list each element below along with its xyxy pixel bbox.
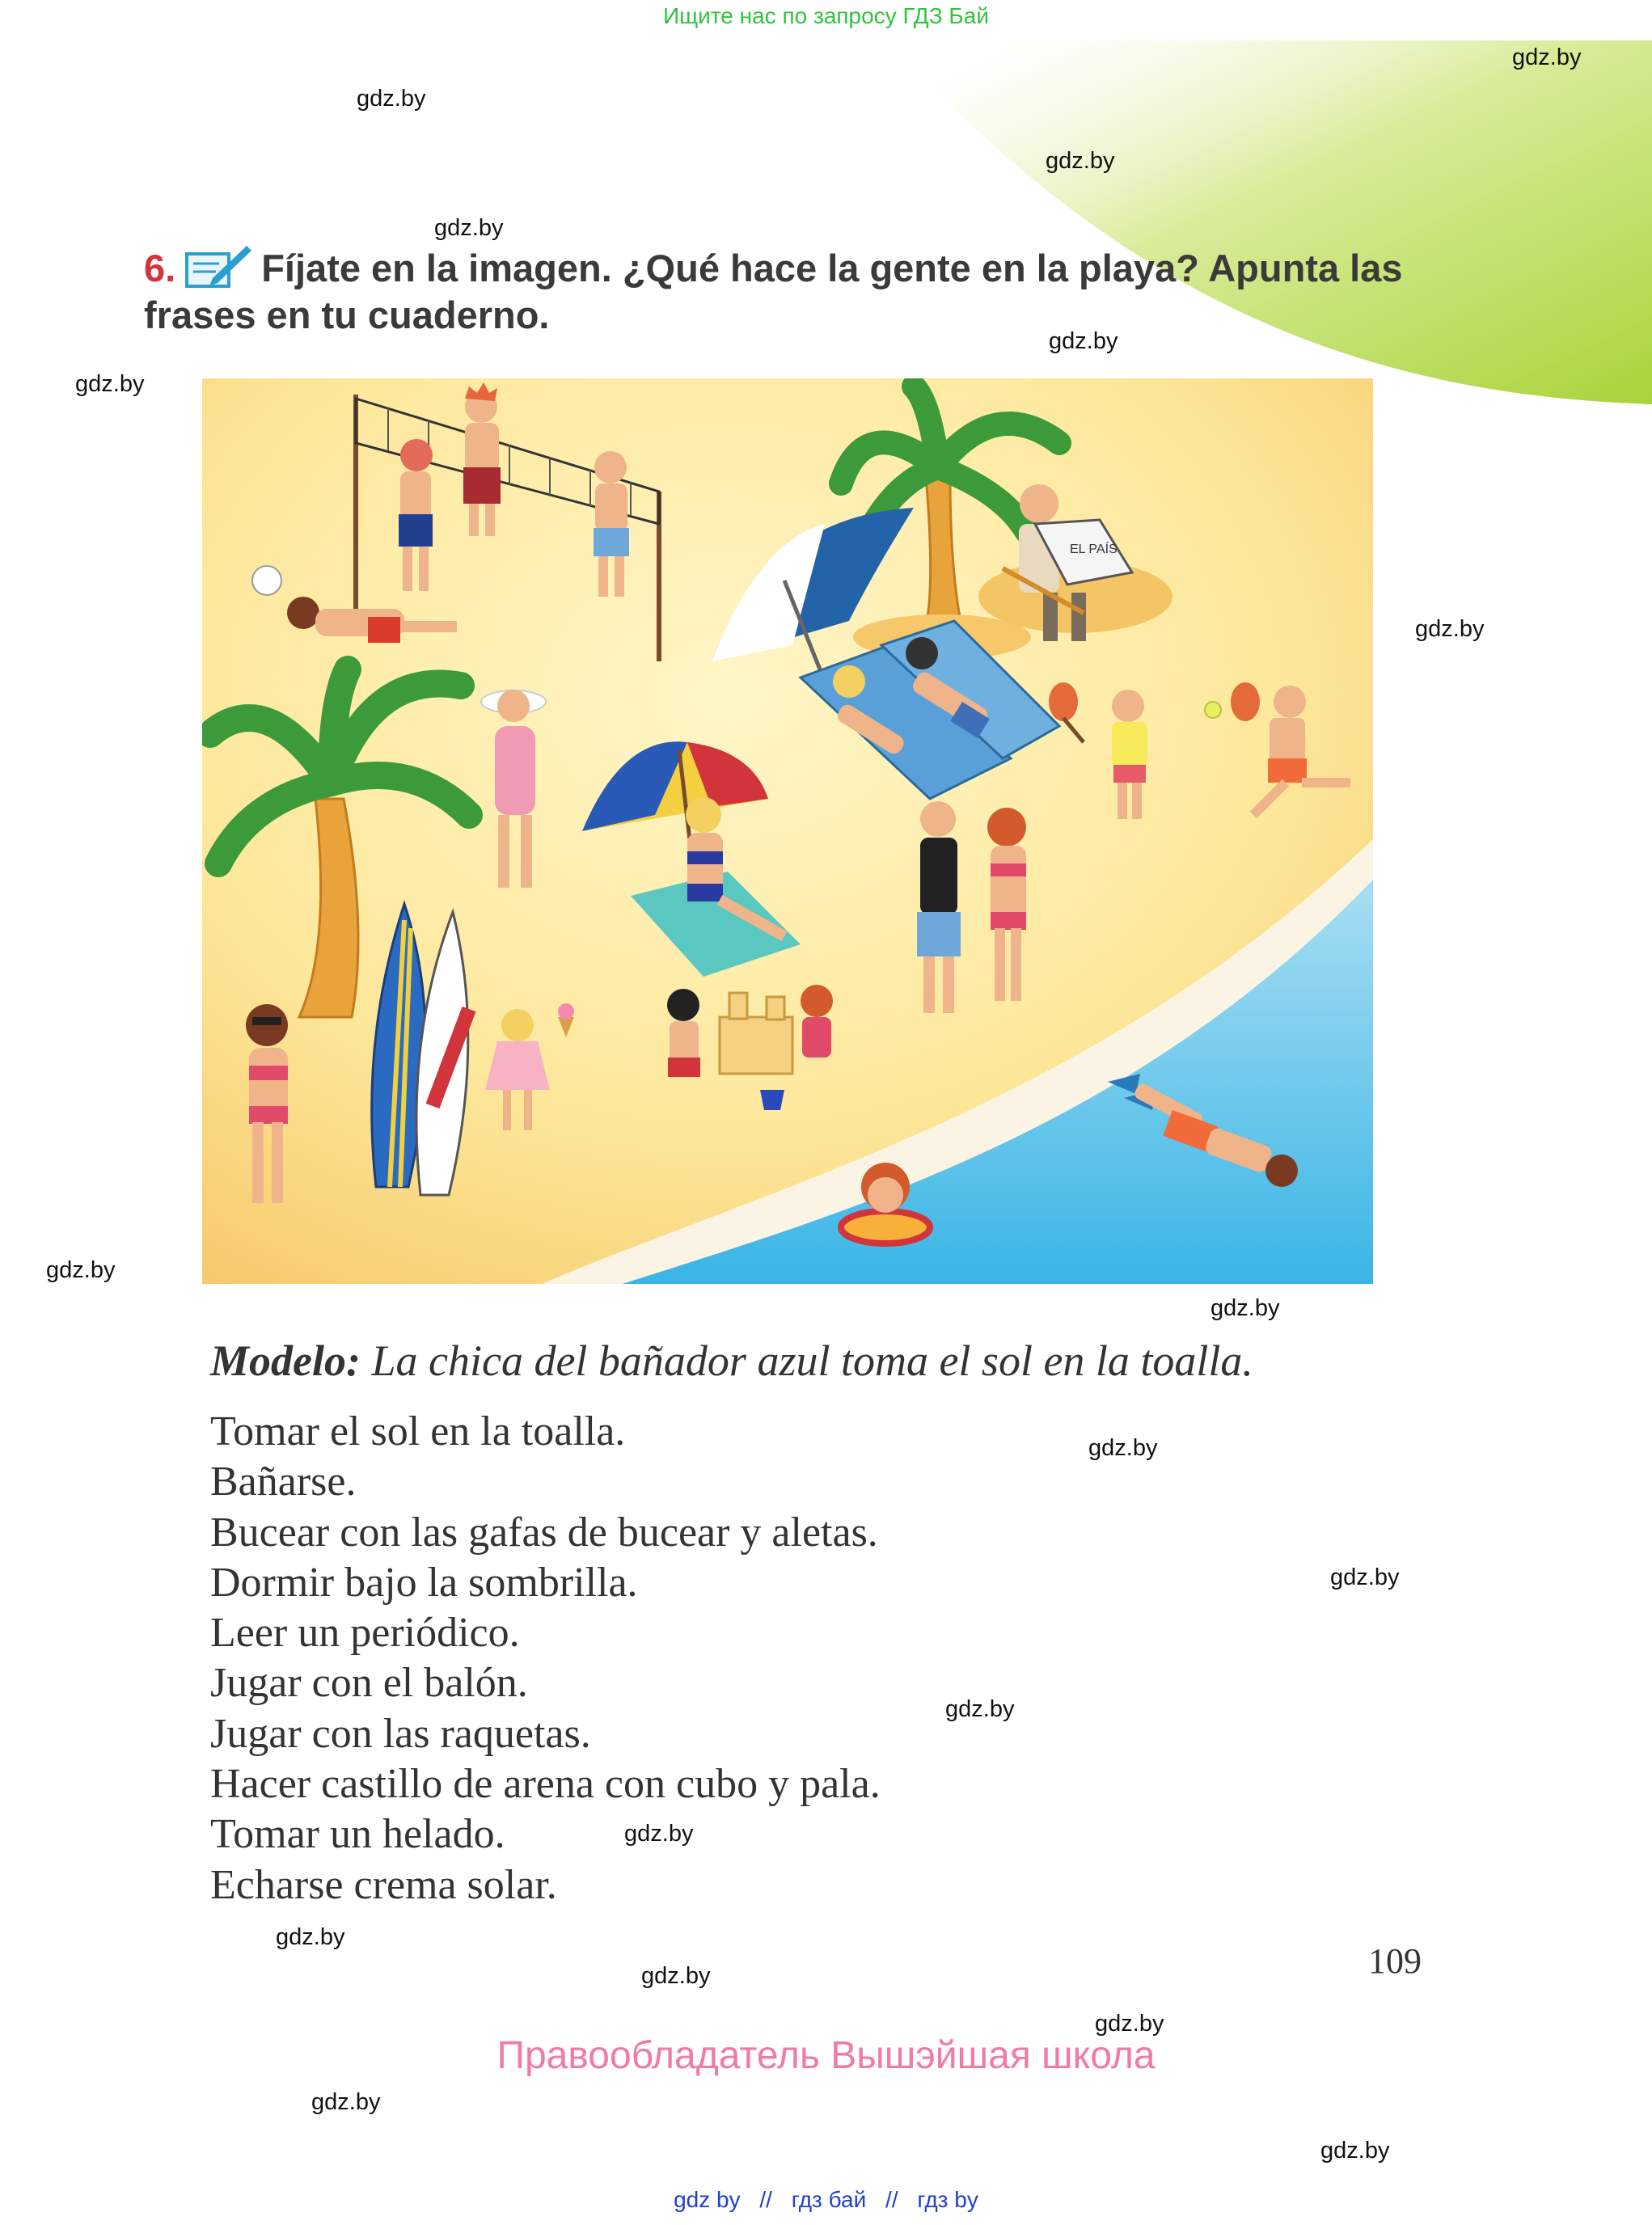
watermark: gdz.by — [434, 215, 504, 241]
watermark: gdz.by — [1330, 1564, 1400, 1590]
footer-separator: // — [759, 2187, 772, 2212]
copyright-notice: Правообладатель Вышэйшая школа — [496, 2034, 1156, 2077]
volleyball-ball — [252, 566, 281, 595]
watermark: gdz.by — [1049, 328, 1118, 354]
watermark: gdz.by — [641, 1963, 711, 1989]
watermark: gdz.by — [1512, 44, 1582, 70]
newspaper-title: EL PAÍS — [1070, 543, 1118, 556]
exercise-number: 6. — [144, 247, 176, 289]
watermark: gdz.by — [1210, 1295, 1280, 1321]
tennis-ball — [1205, 702, 1221, 718]
watermark: gdz.by — [311, 2089, 381, 2115]
phrase-item: Echarse crema solar. — [210, 1861, 557, 1908]
watermark: gdz.by — [945, 1696, 1015, 1722]
watermark: gdz.by — [1320, 2138, 1390, 2164]
model-text: La chica del bañador azul toma el sol en la toalla. — [371, 1336, 1253, 1385]
watermark: gdz.by — [1046, 148, 1115, 174]
phrase-item: Leer un periódico. — [210, 1610, 520, 1657]
exercise-instruction: Fíjate en la imagen. ¿Qué hace la gente en la playa? Apunta las frases en tu cuaderno. — [144, 247, 1403, 336]
phrase-item: Dormir bajo la sombrilla. — [210, 1559, 638, 1606]
footer-links — [0, 2187, 1652, 2213]
footer-link[interactable]: gdz by — [674, 2187, 741, 2212]
watermark: gdz.by — [1095, 2011, 1164, 2037]
footer-link[interactable]: гдз by — [917, 2187, 978, 2212]
watermark: gdz.by — [357, 86, 426, 112]
watermark: gdz.by — [1088, 1435, 1158, 1461]
watermark: gdz.by — [624, 1821, 694, 1847]
phrase-item: Tomar un helado. — [210, 1811, 505, 1858]
watermark: gdz.by — [276, 1924, 345, 1950]
watermark: gdz.by — [1415, 616, 1485, 642]
phrase-item: Jugar con las raquetas. — [210, 1710, 591, 1757]
phrase-list — [210, 1407, 881, 1910]
watermark: gdz.by — [46, 1257, 116, 1283]
phrase-item: Bañarse. — [210, 1459, 357, 1505]
model-sentence — [210, 1336, 1472, 1386]
phrase-item: Jugar con el balón. — [210, 1660, 528, 1707]
model-colon: : — [346, 1336, 361, 1385]
footer-separator: // — [885, 2187, 898, 2212]
beach-illustration — [202, 378, 1373, 1284]
footer-link[interactable]: гдз бай — [791, 2187, 867, 2212]
page-number: 109 — [1368, 1941, 1422, 1981]
phrase-item: Hacer castillo de arena con cubo y pala. — [210, 1761, 881, 1808]
corner-swoosh-decoration — [809, 32, 1652, 404]
exercise-heading — [144, 243, 1470, 339]
phrase-item: Tomar el sol en la toalla. — [210, 1408, 626, 1454]
watermark: gdz.by — [75, 371, 145, 397]
phrase-item: Bucear con las gafas de bucear y aletas. — [210, 1509, 878, 1556]
model-label: Modelo — [210, 1336, 346, 1385]
top-search-banner[interactable]: Ищите нас по запросу ГДЗ Бай — [662, 3, 990, 28]
write-pencil-icon — [184, 243, 253, 289]
